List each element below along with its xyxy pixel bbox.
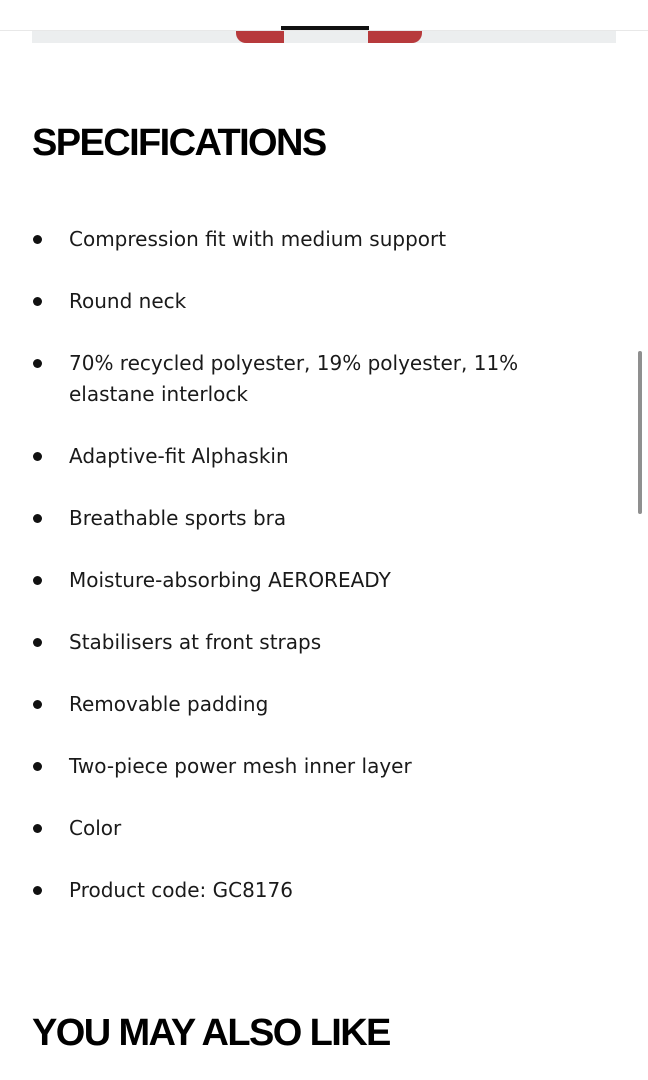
specifications-heading: SPECIFICATIONS [32,122,326,164]
bullet-icon [33,297,42,306]
spec-item-text: Moisture-absorbing AEROREADY [69,568,391,592]
spec-item [32,441,602,472]
spec-item-text: Breathable sports bra [69,506,287,530]
bullet-icon [33,576,42,585]
bullet-icon [33,452,42,461]
spec-item [32,348,602,410]
spec-item [32,689,602,720]
bullet-icon [33,514,42,523]
bullet-icon [33,886,42,895]
bullet-icon [33,700,42,709]
you-may-also-like-heading: YOU MAY ALSO LIKE [32,1012,390,1054]
spec-item-text: Two-piece power mesh inner layer [69,754,412,778]
spec-item-text: 70% recycled polyester, 19% polyester, 11% elastane interlock [69,351,519,406]
spec-item [32,224,602,255]
spec-item [32,503,602,534]
spec-item [32,627,602,658]
carousel-indicator[interactable] [281,26,369,30]
spec-item [32,813,602,844]
spec-item-text: Compression fit with medium support [69,227,447,251]
bullet-icon [33,762,42,771]
bullet-icon [33,235,42,244]
spec-item-text: Adaptive-fit Alphaskin [69,444,289,468]
bullet-icon [33,359,42,368]
spec-item-text: Color [69,816,122,840]
spec-item [32,286,602,317]
specifications-list [32,224,602,937]
bullet-icon [33,824,42,833]
scrollbar[interactable] [638,351,642,514]
spec-item [32,751,602,782]
product-image-background [284,31,368,43]
spec-item-text: Removable padding [69,692,269,716]
spec-item-text: Round neck [69,289,187,313]
spec-item [32,565,602,596]
bullet-icon [33,638,42,647]
spec-item [32,875,602,906]
spec-item-text: Stabilisers at front straps [69,630,322,654]
spec-item-text: Product code: GC8176 [69,878,293,902]
